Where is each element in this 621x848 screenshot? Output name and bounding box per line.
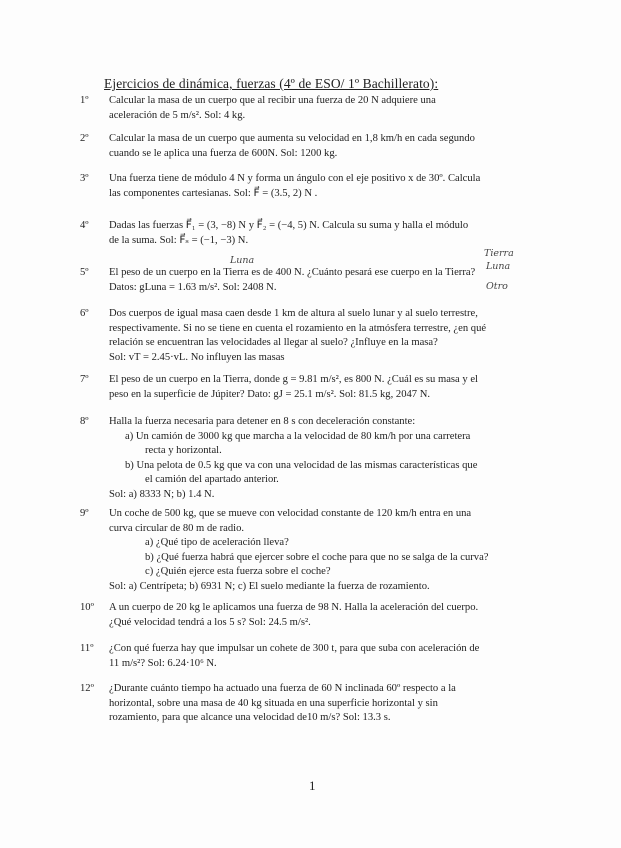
exercise-line: a) ¿Qué tipo de aceleración lleva? [145,537,289,549]
handwritten-note-tierra: Tierra [484,248,514,259]
exercise-number: 10º [80,602,94,613]
exercise-number: 1º [80,95,89,106]
exercise-line: ¿Con qué fuerza hay que impulsar un cohete de 300 t, para que suba con aceleración de [109,643,480,654]
exercise-line: peso en la superficie de Júpiter? Dato: gJ = 25.1 m/s². Sol: 81.5 kg, 2047 N. [109,388,431,400]
exercise-line: Sol: vT = 2.45·vL. No influyen las masas [109,351,285,363]
exercise-line: Calcular la masa de un cuerpo que aumenta su velocidad en 1,8 km/h en cada segundo [109,133,475,144]
page-number: 1 [309,778,316,793]
exercise-line: a) Un camión de 3000 kg que marcha a la velocidad de 80 km/h por una carretera [125,430,471,442]
exercise-line: Sol: a) Centrípeta; b) 6931 N; c) El suelo mediante la fuerza de rozamiento. [109,580,430,592]
exercise-line: Dos cuerpos de igual masa caen desde 1 km de altura al suelo lunar y al suelo terrestre, [109,308,478,319]
exercise-line: cuando se le aplica una fuerza de 600N. Sol: 1200 kg. [109,147,338,159]
handwritten-note-otro: Otro [486,281,508,292]
exercise-number: 4º [80,220,89,231]
exercise-line: El peso de un cuerpo en la Tierra, donde g = 9.81 m/s², es 800 N. ¿Cuál es su masa y el [109,374,478,385]
exercise-line: ¿Durante cuánto tiempo ha actuado una fuerza de 60 N inclinada 60º respecto a la [109,683,456,694]
exercise-line: El peso de un cuerpo en la Tierra es de 400 N. ¿Cuánto pesará ese cuerpo en la Tierra? [109,267,476,278]
exercise-line: Una fuerza tiene de módulo 4 N y forma un ángulo con el eje positivo x de 30º. Calcula [109,173,481,184]
exercise-line: Halla la fuerza necesaria para detener en 8 s con deceleración constante: [109,416,416,427]
exercise-line: horizontal, sobre una masa de 40 kg situada en una superficie horizontal y sin [109,697,438,709]
exercise-line: 11 m/s²? Sol: 6.24·10⁶ N. [109,657,217,669]
exercise-number: 8º [80,416,89,427]
exercise-line: Calcular la masa de un cuerpo que al recibir una fuerza de 20 N adquiere una [109,95,436,106]
exercise-line: curva circular de 80 m de radio. [109,522,245,534]
exercise-number: 12º [80,683,94,694]
handwritten-note-luna-margin: Luna [486,261,511,272]
exercise-number: 3º [80,173,89,184]
exercise-line: recta y horizontal. [145,445,222,457]
exercise-line: de la suma. Sol: F⃗ₛ = (−1, −3) N. [109,234,249,246]
exercise-line: relación se encuentran las velocidades al llegar al suelo? ¿Influye en la masa? [109,337,438,349]
exercise-line: respectivamente. Si no se tiene en cuenta el rozamiento en la atmósfera terrestre, ¿en qué [109,322,487,334]
handwritten-note-luna: Luna [230,255,255,266]
exercise-line: Un coche de 500 kg, que se mueve con velocidad constante de 120 km/h entra en una [109,508,472,519]
exercise-line: las componentes cartesianas. Sol: F⃗ = (3.5, 2) N . [109,187,318,199]
exercise-number: 5º [80,267,89,278]
exercise-line: aceleración de 5 m/s². Sol: 4 kg. [109,109,246,121]
exercise-line: Sol: a) 8333 N; b) 1.4 N. [109,488,215,500]
exercise-number: 9º [80,508,89,519]
exercise-line: el camión del apartado anterior. [145,474,279,486]
exercise-line: b) ¿Qué fuerza habrá que ejercer sobre el coche para que no se salga de la curva? [145,551,489,563]
exercise-number: 11º [80,643,94,654]
exercise-line: Datos: gLuna = 1.63 m/s². Sol: 2408 N. [109,281,277,293]
exercise-line: ¿Qué velocidad tendrá a los 5 s? Sol: 24.5 m/s². [109,616,311,628]
exercise-line: b) Una pelota de 0.5 kg que va con una velocidad de las mismas características que [125,459,478,471]
exercise-line: A un cuerpo de 20 kg le aplicamos una fuerza de 98 N. Halla la aceleración del cuerpo. [109,602,479,613]
exercise-line: c) ¿Quién ejerce esta fuerza sobre el coche? [145,566,331,578]
exercise-line: Dadas las fuerzas F⃗₁ = (3, −8) N y F⃗₂ = (−4, 5) N. Calcula su suma y halla el módulo [109,220,469,231]
exercise-number: 2º [80,133,89,144]
exercise-line: rozamiento, para que alcance una velocidad de10 m/s? Sol: 13.3 s. [109,712,391,724]
page-title: Ejercicios de dinámica, fuerzas (4º de ESO/ 1º Bachillerato): [104,76,439,91]
exercise-number: 6º [80,308,89,319]
exercise-number: 7º [80,374,89,385]
